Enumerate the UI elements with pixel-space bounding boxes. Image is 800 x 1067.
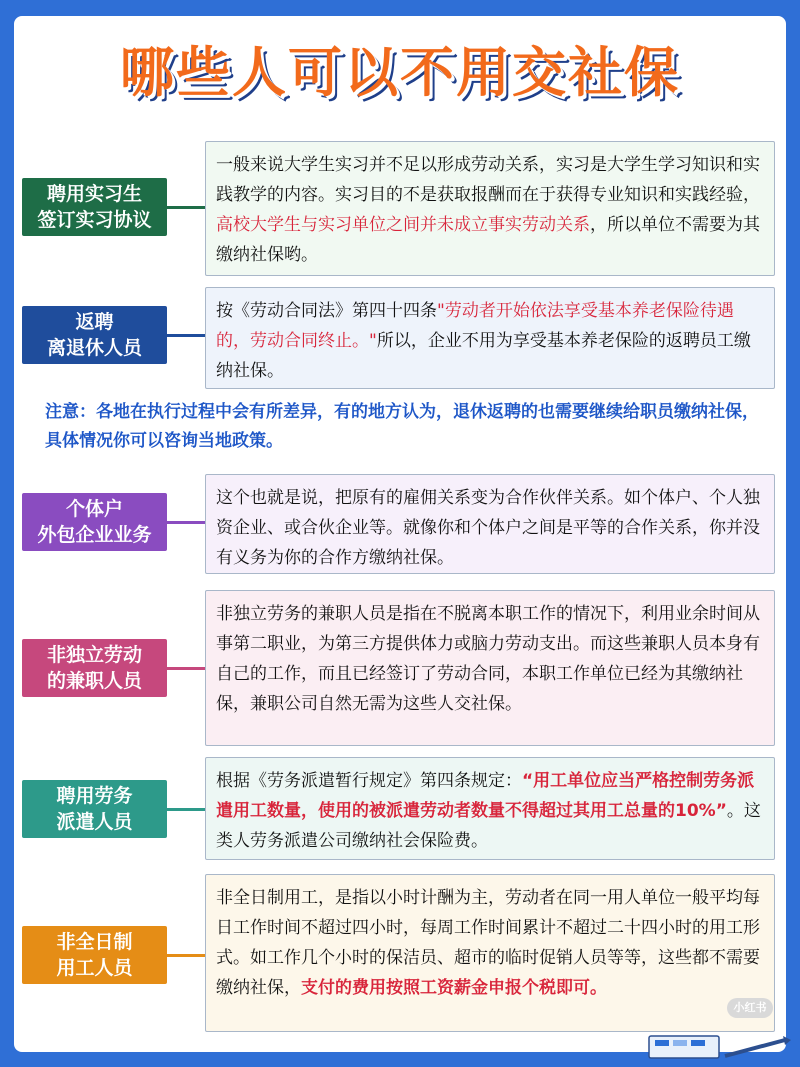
section-label-line1: 返聘	[75, 311, 114, 333]
section-label-dispatch	[22, 780, 167, 838]
paper-block	[655, 1040, 669, 1046]
section-label-line2: 离退休人员	[46, 337, 142, 359]
paper-block	[691, 1040, 705, 1046]
section-text-hourly	[205, 874, 775, 1032]
section-text-parttime	[205, 590, 775, 746]
section-text-contractor	[205, 474, 775, 574]
section-label-line1: 非独立劳动	[46, 644, 142, 666]
section-label-retiree	[22, 306, 167, 364]
page-title: 哪些人可以不用交社保	[120, 41, 680, 104]
connector	[167, 808, 205, 811]
section-label-hourly	[22, 926, 167, 984]
connector	[167, 334, 205, 337]
section-label-line2: 用工人员	[56, 957, 133, 979]
section-text-retiree	[205, 287, 775, 389]
section-text-tail: 所以，企业不用为享受基本养老保险的返聘员工缴纳社保。	[216, 331, 751, 381]
paper-shape	[649, 1036, 719, 1058]
pen-tip-icon	[783, 1036, 791, 1045]
section-label-line2: 派遣人员	[56, 811, 133, 833]
section-text: 根据《劳务派遣暂行规定》第四条规定：	[216, 771, 522, 791]
office-illustration	[645, 1030, 795, 1060]
section-text-dispatch	[205, 757, 775, 860]
section-label-line1: 非全日制	[56, 931, 133, 953]
section-label-line1: 聘用劳务	[56, 785, 133, 807]
section-text: 非全日制用工，是指以小时计酬为主，劳动者在同一用人单位一般平均每日工作时间不超过四小时，每周工作时间累计不超过二十四小时的用工形式。如工作几个小时的保洁员、超市的临时促销人员等等，这些都不需要缴纳社保，	[216, 888, 760, 998]
section-label-line2: 的兼职人员	[46, 670, 142, 692]
section-label-parttime	[22, 639, 167, 697]
connector	[167, 521, 205, 524]
section-text: 这个也就是说，把原有的雇佣关系变为合作伙伴关系。如个体户、个人独资企业、或合伙企业等。就像你和个体户之间是平等的合作关系，你并没有义务为你的合作方缴纳社保。	[216, 488, 760, 568]
paper-block	[673, 1040, 687, 1046]
section-label-contractor	[22, 493, 167, 551]
section-highlight: "劳动者开始依法享受基本养老保险待遇的，劳动合同终止。"	[216, 301, 734, 351]
note-text: 注意：各地在执行过程中会有所差异，有的地方认为，退休返聘的也需要继续给职员缴纳社保，具体情况你可以咨询当地政策。	[45, 402, 759, 451]
section-label-line1: 个体户	[65, 498, 123, 520]
section-highlight: 高校大学生与实习单位之间并未成立事实劳动关系	[216, 215, 590, 235]
section-label-line2: 签订实习协议	[37, 209, 152, 231]
connector	[167, 206, 205, 209]
section-text: 一般来说大学生实习并不足以形成劳动关系，实习是大学生学习知识和实践教学的内容。实习目的不是获取报酬而在于获得专业知识和实践经验，	[216, 155, 760, 205]
section-label-intern	[22, 178, 167, 236]
section-text: 非独立劳务的兼职人员是指在不脱离本职工作的情况下，利用业余时间从事第二职业，为第三方提供体力或脑力劳动支出。而这些兼职人员本身有自己的工作，而且已经签订了劳动合同，本职工作单位已经为其缴纳社保，兼职公司自然无需为这些人交社保。	[216, 604, 760, 714]
section-text: 按《劳动合同法》第四十四条	[216, 301, 437, 321]
section-highlight: 支付的费用按照工资薪金申报个税即可。	[301, 978, 607, 998]
section-label-line1: 聘用实习生	[46, 183, 142, 205]
section-text-tail: ，所以单位不需要为其缴纳社保哟。	[216, 215, 760, 265]
connector	[167, 667, 205, 670]
section-text-tail: 。这类人劳务派遣公司缴纳社会保险费。	[216, 801, 761, 851]
section-label-line2: 外包企业业务	[37, 524, 152, 546]
watermark-badge: 小红书	[727, 998, 773, 1018]
connector	[167, 954, 205, 957]
section-text-intern	[205, 141, 775, 276]
section-highlight: “用工单位应当严格控制劳务派遣用工数量，使用的被派遣劳动者数量不得超过其用工总量的10%”	[216, 771, 755, 821]
pen-icon	[725, 1040, 785, 1056]
